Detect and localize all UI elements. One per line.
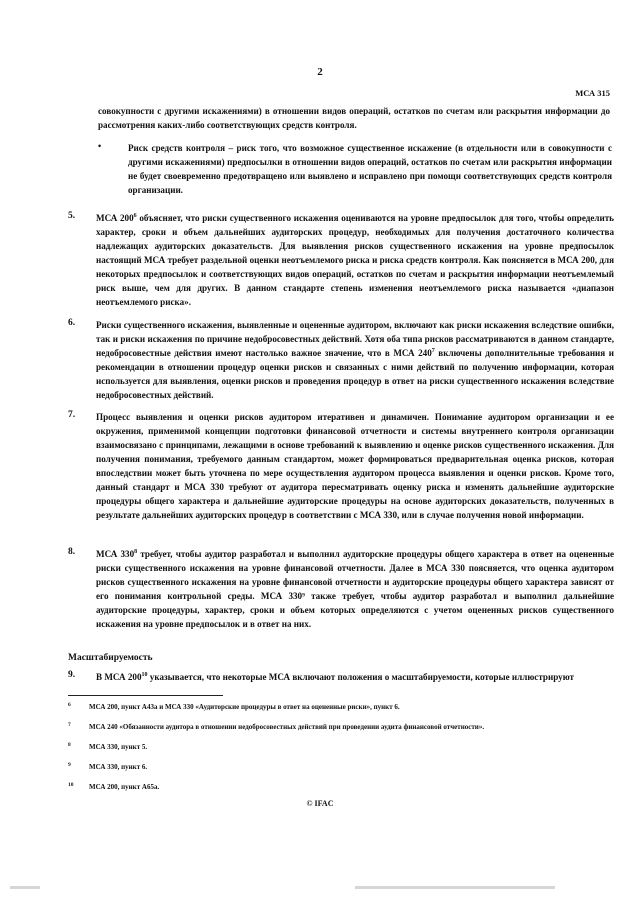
page-number: 2 (317, 66, 323, 78)
paragraph-number: 5. (68, 211, 76, 221)
paragraph-text: МСА $330^8$ требует, чтобы аудитор разработал и выполнил аудиторские процедуры общего характера в ответ на оцененные риски существенного искажения на уровне финансовой отчетности. Далее в МСА 330 поясняется, что оценка аудитором рисков существенного искажения на уровне финансовой отчетности и аудиторские процедуры общего характера зависят от его понимания контрольной среды. МСА 330⁹ также требует, чтобы аудитор разработал и выполнил дальнейшие аудиторские процедуры, характер, сроки и объем которых определяются с учетом оцененных рисков существенного искажения на уровне предпосылок и в ответ на них. (96, 548, 615, 629)
paragraph-text: Риски существенного искажения, выявленные и оцененные аудитором, включают как риски искажения вследствие ошибки, так и риски искажения по причине недобросовестных действий. Хотя оба типа рисков рассматриваются в данном стандарте, недобросовестные действия имеют настолько важное значение, что в МСА $240^7$ включены дополнительные требования и рекомендации в отношении процедур оценки рисков и связанных с ними действий по получению информации, которая используется для выявления, оценки рисков и проведения процедур в ответ на риски существенного искажения вследствие недобросовестных действий. (96, 320, 614, 400)
footnote-divider (68, 695, 223, 696)
continued-paragraph: совокупности с другими искажениями) в отношении видов операций, остатков по счетам или раскрытия информации до рассмотрения каких-либо соответствующих средств контроля. (98, 106, 610, 130)
footnote: 6 МСА 200, пункт А43а и МСА 330 «Аудиторские процедуры в ответ на оцененные риски», пункт 6. (68, 702, 400, 711)
paragraph-text: В МСА $200^{10}$ указывается, что некоторые МСА включают положения о масштабируемости, которые иллюстрируют (96, 671, 574, 682)
paragraph-number: 8. (68, 547, 76, 557)
footnote: 9 МСА 330, пункт 6. (68, 762, 148, 771)
paragraph-number: 7. (68, 410, 76, 420)
paragraph-7 (68, 410, 614, 522)
paragraph-8 (68, 547, 614, 631)
footnote: 8 МСА 330, пункт 5. (68, 742, 148, 751)
paragraph-text: Процесс выявления и оценки рисков аудитором итеративен и динамичен. Понимание аудитором организации и ее окружения, применимой концепции подготовки финансовой отчетности и системы внутреннего контроля организации взаимосвязано с принципами, лежащими в основе требований к выявлению и оценке рисков существенного искажения. Для получения понимания, требуемого данным стандартом, может формироваться предварительная оценка рисков, которая впоследствии может быть уточнена по мере осуществления аудитором процесса выявления и оценки рисков. Кроме того, данный стандарт и МСА 330 требуют от аудитора пересматривать оценку риска и изменять дальнейшие аудиторские процедуры общего характера и дальнейшие аудиторские процедуры на основе аудиторских доказательств, полученных в результате дальнейших аудиторских процедур в соответствии с МСА 330, или в случае получения новой информации. (96, 412, 614, 520)
footnotes (68, 703, 614, 803)
footnote: 7 МСА 240 «Обязанности аудитора в отношении недобросовестных действий при проведении аудита финансовой отчетности». (68, 722, 485, 731)
paragraph-number: 9. (68, 670, 76, 680)
section-heading: Масштабируемость (68, 653, 153, 663)
bullet-item (128, 141, 612, 197)
paragraph-6 (68, 318, 614, 402)
copyright-footer: © IFAC (306, 799, 334, 808)
footnote: 10 МСА 200, пункт А65а. (68, 782, 160, 791)
bullet-text: Риск средств контроля – риск того, что возможное существенное искажение (в отдельности или в совокупности с другими искажениями) предпосылки в отношении видов операций, остатков по счетам или раскрытия информации не будет своевременно предотвращено или выявлено и исправлено при помощи соответствующих средств контроля организации. (128, 143, 612, 195)
document-id: МСА 315 (575, 88, 610, 98)
paragraph-9 (68, 670, 614, 684)
bullet-marker: • (98, 141, 102, 151)
paragraph-text: МСА $200^6$ объясняет, что риски существенного искажения оцениваются на уровне предпосылок для того, чтобы определить характер, сроки и объем дальнейших аудиторских процедур, необходимых для получения достаточного количества надлежащих аудиторских доказательств. Для выявления рисков существенного искажения на уровне предпосылок настоящий МСА требует раздельной оценки неотъемлемого риска и риска средств контроля. Как поясняется в МСА 200, для некоторых предпосылок и соответствующих видов операций, остатков по счетам и раскрытия информации неотъемлемый риск выше, чем для других. В данном стандарте степень изменения неотъемлемого риска называется «диапазон неотъемлемого риска». (96, 212, 614, 307)
scan-artifact (355, 886, 555, 889)
paragraph-number: 6. (68, 318, 76, 328)
scan-artifact (10, 886, 40, 889)
paragraph-5 (68, 211, 614, 309)
